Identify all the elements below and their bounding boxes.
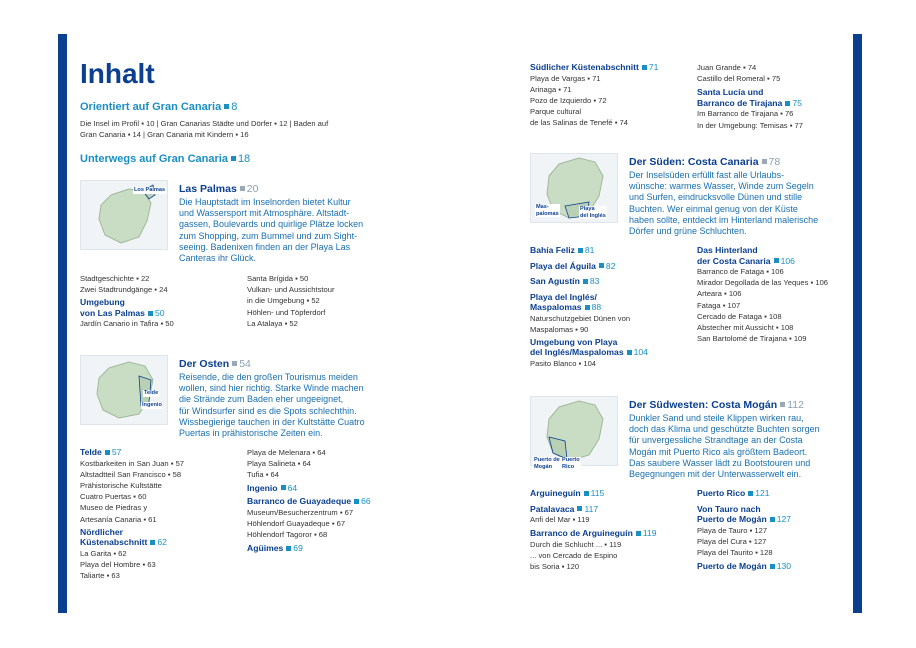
bullet-icon	[642, 65, 647, 70]
heading-las-palmas: Las Palmas 20	[179, 183, 259, 195]
sub-aguimes: Agüimes 69	[247, 543, 303, 554]
right-colA: Südlicher Küstenabschnitt 71 Playa de Vargas ▪ 71 Arinaga ▪ 71 Pozo de Izquierdo ▪ 72 Parque cultural de las Salinas de Tenefé ▪ 74	[530, 62, 690, 129]
sub-arguineguin: Arguineguín 115	[530, 488, 605, 498]
bullet-icon	[780, 402, 785, 407]
section-orientiert: Orientiert auf Gran Canaria 8	[80, 101, 238, 113]
map-label: Playa del Inglés	[580, 206, 606, 219]
bullet-icon	[585, 305, 590, 310]
bullet-icon	[770, 517, 775, 522]
orient-list: Die Insel im Profil ▪ 10 | Gran Canarias Städte und Dörfer ▪ 12 | Baden auf Gran Canaria ▪ 14 | Gran Canaria mit Kindern ▪ 16	[80, 119, 329, 140]
page-title: Inhalt	[80, 58, 155, 89]
bullet-icon	[281, 485, 286, 490]
osten-col2: Playa de Melenara ▪ 64 Playa Salineta ▪ 64 Tufia ▪ 64 Ingenio 64 Barranco de Guayadeque 66 Museum/Besucherzentrum ▪ 67 Höhlendorf Guayadeque ▪ 67 Höhlendorf Tagoror ▪ 68 Agüimes 69	[247, 447, 387, 554]
bullet-icon	[627, 350, 632, 355]
sueden-col2: Das Hinterland der Costa Canaria 106 Barranco de Fataga ▪ 106 Mirador Degollada de las Yeques ▪ 106 Arteara ▪ 106 Fataga ▪ 107 Cercado de Fataga ▪ 108 Abstecher mit Aussicht ▪ 108 San Bartolomé de Tirajana ▪ 109	[697, 245, 847, 344]
sub-bahia-feliz: Bahía Feliz 81	[530, 245, 595, 255]
sub-barranco-arguineguin: Barranco de Arguineguín 119	[530, 528, 657, 539]
map-label: Puerto de Mogán	[534, 457, 560, 470]
map-las-palmas	[80, 180, 168, 250]
right-colB: Juan Grande ▪ 74 Castillo del Romeral ▪ 75 Santa Lucía und Barranco de Tirajana 75 Im Barranco de Tirajana ▪ 76 In der Umgebung: Temisas ▪ 77	[697, 62, 837, 131]
sub-suedlicher: Südlicher Küstenabschnitt 71	[530, 62, 659, 72]
sub-patalavaca: Patalavaca 117	[530, 503, 599, 514]
bullet-icon	[583, 279, 588, 284]
bullet-icon	[577, 506, 582, 511]
sub-telde: Telde 57	[80, 447, 122, 457]
bullet-icon	[232, 361, 237, 366]
map-sueden	[530, 153, 618, 223]
bullet-icon	[148, 311, 153, 316]
bullet-icon	[770, 564, 775, 569]
sub-santa-lucia: Santa Lucía und Barranco de Tirajana 75	[697, 87, 802, 108]
desc-suedwesten: Dunkler Sand und steile Klippen wirken rau, doch das Klima und geschützte Buchten sorgen für unvergessliche Strandtage an der Costa Mogán mit Puerto Rico als größtem Badeort. Das saubere Wasser lädt zu Bootstouren und Begegnungen mit der Unterwasserwelt ein.	[629, 413, 820, 480]
map-label: Mas- palomas	[536, 204, 559, 217]
las-palmas-col1: Stadtgeschichte ▪ 22 Zwei Stadtrundgänge ▪ 24 Umgebung von Las Palmas 50 Jardín Canario in Tafira ▪ 50	[80, 273, 240, 330]
heading-osten: Der Osten 54	[179, 358, 251, 370]
bullet-icon	[748, 491, 753, 496]
bullet-icon	[762, 159, 767, 164]
bullet-icon	[150, 540, 155, 545]
left-margin-bar	[58, 34, 67, 613]
bullet-icon	[286, 546, 291, 551]
bullet-icon	[785, 101, 790, 106]
sub-guayadeque: Barranco de Guayadeque 66	[247, 496, 371, 507]
map-label: Los Palmas	[134, 187, 166, 193]
sub-ingenio: Ingenio 64	[247, 482, 298, 493]
las-palmas-col2: Santa Brígida ▪ 50 Vulkan- und Aussichtstour in die Umgebung ▪ 52 Höhlen- und Töpferdorf La Atalaya ▪ 52	[247, 274, 335, 328]
osten-col1: Telde 57 Kostbarkeiten in San Juan ▪ 57 Altstadtteil San Francisco ▪ 58 Prähistorische Kultstätte Cuatro Puertas ▪ 60 Museo de Piedras y Artesanía Canaria ▪ 61 Nördlicher Küstenabschnitt 62 La Garita ▪ 62 Playa del Hombre ▪ 63 Taliarte ▪ 63	[80, 447, 240, 581]
bullet-icon	[231, 156, 236, 161]
sub-umgebung-ingles: Umgebung von Playa del Inglés/Maspalomas 104	[530, 336, 648, 358]
bullet-icon	[354, 499, 359, 504]
bullet-icon	[240, 186, 245, 191]
desc-las-palmas: Die Hauptstadt im Inselnorden bietet Kultur und Wassersport mit Atmosphäre. Altstadt- gassen, Boulevards und quirlige Plätze locken zum Shopping, zum Bummel und zum Sight- seeing. Badenixen finden an der Playa Las Canteras ihr Glück.	[179, 197, 364, 264]
map-label: Ingenio	[142, 402, 162, 408]
sueden-col1: Bahía Feliz 81 Playa del Águila 82 San Agustín 83 Playa del Inglés/ Maspalomas 88 Naturschutzgebiet Dünen von Maspalomas ▪ 90 Umgebung von Playa del Inglés/Maspalomas 104 Pasito Blanco ▪ 104	[530, 245, 690, 369]
bullet-icon	[584, 491, 589, 496]
bullet-icon	[105, 450, 110, 455]
sub-playa-aguila: Playa del Águila 82	[530, 260, 616, 271]
desc-sueden: Der Inselsüden erfüllt fast alle Urlaubs- wünsche: warmes Wasser, Winde zum Segeln und Surfen, eindrucksvolle Dünen und stille Buchten. Wer einmal genug von der Küste haben sollte, entdeckt im Hinterland malerische Dörfer und grüne Schluchten.	[629, 170, 819, 237]
bullet-icon	[774, 258, 779, 263]
sub-hinterland: Das Hinterland der Costa Canaria 106	[697, 245, 795, 266]
sub-tauro: Von Tauro nach Puerto de Mogán 127	[697, 503, 792, 524]
sub-noerdlicher: Nördlicher Küstenabschnitt 62	[80, 526, 167, 548]
map-osten	[80, 355, 168, 425]
map-suedwesten	[530, 396, 618, 470]
map-label: Puerto Rico	[562, 457, 580, 470]
sub-san-agustin: San Agustín 83	[530, 276, 600, 286]
suedwesten-col1: Arguineguín 115 Patalavaca 117 Anfi del Mar ▪ 119 Barranco de Arguineguín 119 Durch die Schlucht ... ▪ 119 ... von Cercado de Espino bis Soria ▪ 120	[530, 488, 690, 572]
sub-puerto-mogan: Puerto de Mogán 130	[697, 561, 792, 572]
sub-umgebung-las-palmas: Umgebung von Las Palmas 50	[80, 297, 165, 318]
sub-puerto-rico: Puerto Rico 121	[697, 488, 770, 498]
section-unterwegs: Unterwegs auf Gran Canaria 18	[80, 153, 251, 165]
bullet-icon	[599, 263, 604, 268]
heading-suedwesten: Der Südwesten: Costa Mogán 112	[629, 399, 804, 411]
suedwesten-col2: Puerto Rico 121 Von Tauro nach Puerto de Mogán 127 Playa de Tauro ▪ 127 Playa del Cura ▪ 127 Playa del Taurito ▪ 128 Puerto de Mogán 130	[697, 488, 847, 572]
desc-osten: Reisende, die den großen Tourismus meiden wollen, sind hier richtig. Starke Winde machen die Strände zum Baden eher ungeeignet, für Windsurfer sind es die Spots schlechthin. Wissbegierige tauchen in der Kultstätte Cuatro Puertas in prähistorische Zeiten ein.	[179, 372, 365, 439]
right-margin-bar	[853, 34, 862, 613]
bullet-icon	[636, 531, 641, 536]
heading-sueden: Der Süden: Costa Canaria 78	[629, 156, 781, 168]
bullet-icon	[578, 248, 583, 253]
sub-playa-ingles: Playa del Inglés/ Maspalomas 88	[530, 291, 602, 312]
island-map-icon	[531, 154, 617, 234]
map-label: Telde	[144, 390, 159, 396]
bullet-icon	[224, 104, 229, 109]
